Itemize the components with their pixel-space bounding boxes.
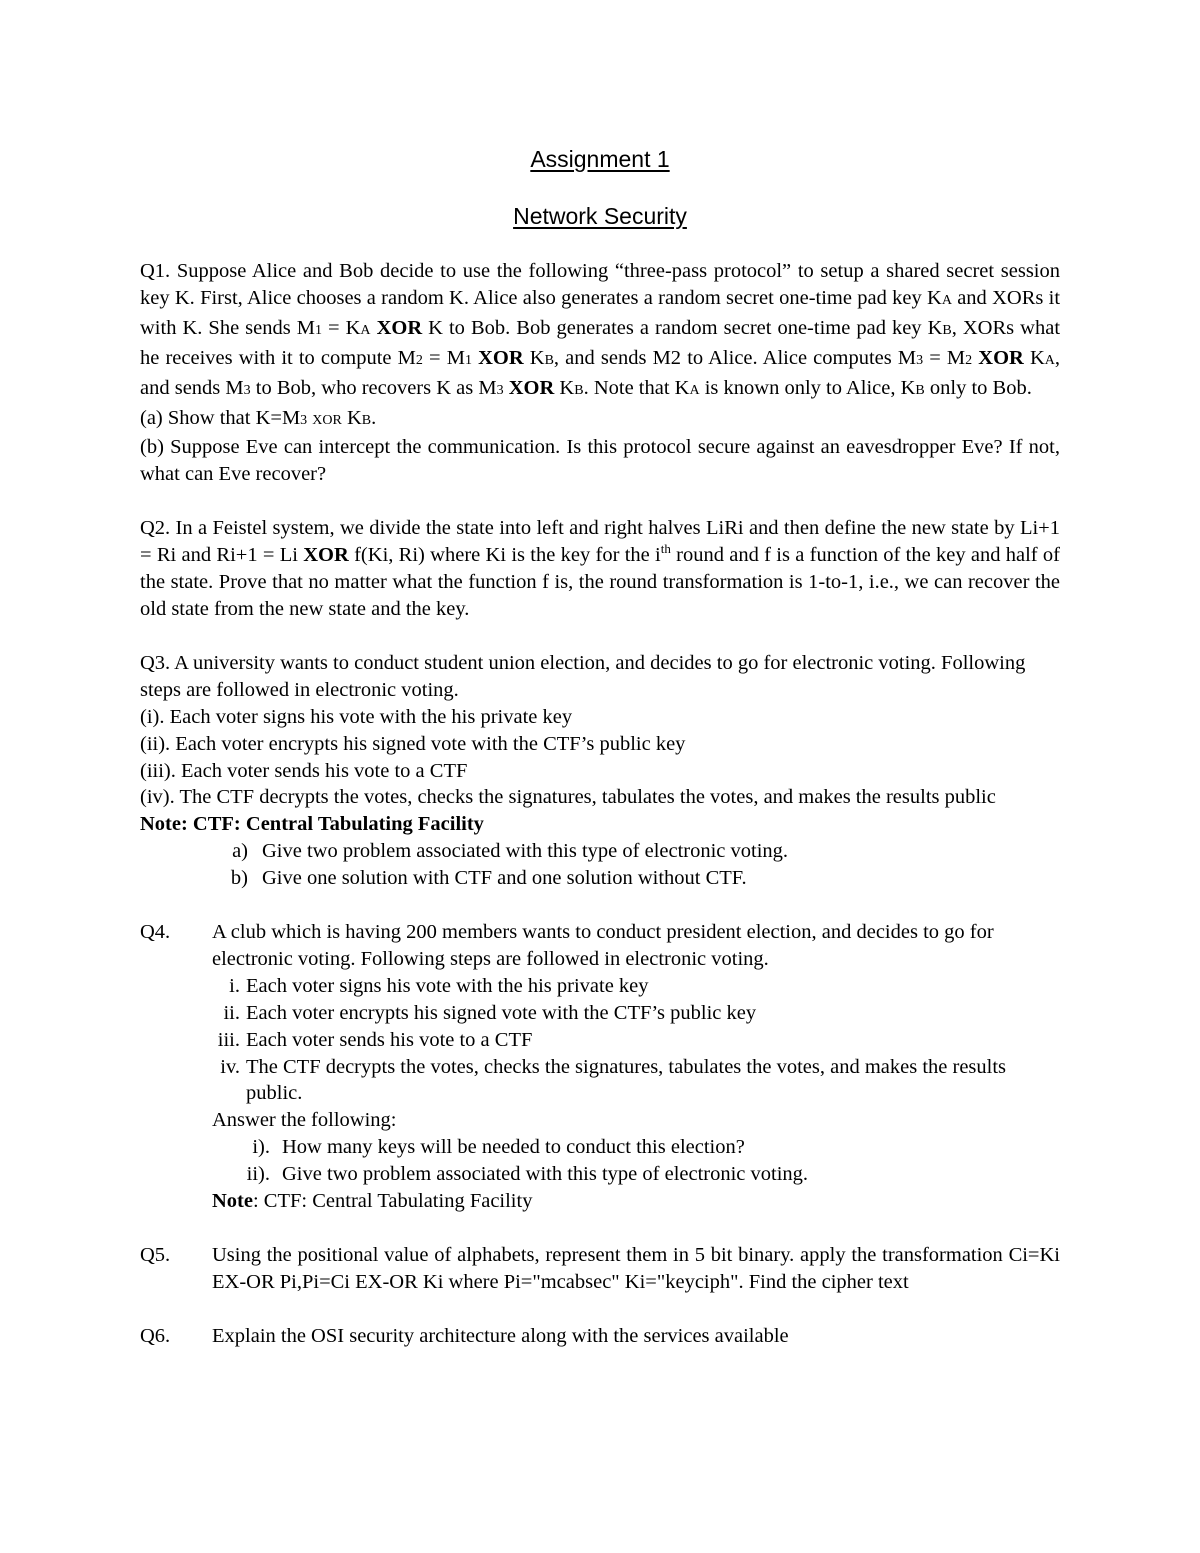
q3-note: Note: CTF: Central Tabulating Facility <box>140 813 484 836</box>
q4-step: ii. Each voter encrypts his signed vote with the CTF’s public key <box>223 1001 757 1024</box>
q1-part-a: (a) Show that K=M3 XOR KB. <box>140 406 377 429</box>
question-2 <box>140 515 1060 623</box>
question-5 <box>140 1242 1060 1296</box>
q4-number: Q4. <box>140 921 171 944</box>
q4-step: iv. The CTF decrypts the votes, checks the signatures, tabulates the votes, and makes the results public. <box>220 1055 1007 1105</box>
q4-question: ii). Give two problem associated with this type of electronic voting. <box>246 1163 809 1186</box>
q6-text: Explain the OSI security architecture along with the services available <box>212 1324 789 1347</box>
question-4 <box>140 919 1060 1215</box>
q5-number: Q5. <box>140 1244 171 1266</box>
q6-number: Q6. <box>140 1324 171 1347</box>
question-6 <box>140 1323 1060 1350</box>
q2-statement: Q2. In a Feistel system, we divide the state into left and right halves LiRi and then define the new state by Li+1 = Ri and Ri+1 = Li XOR f(Ki, Ri) where Ki is the key for the $i^{th}$ round and f is a function of the key and half of the state. Prove that no matter what the function f is, the round transformation is 1-to-1, i.e., we can recover the old state from the new state and the key. <box>140 517 1060 620</box>
q3-step: (iii). Each voter sends his vote to a CTF <box>140 759 468 782</box>
q4-intro: A club which is having 200 members wants to conduct president election, and decides to go for electronic voting. Following steps are followed in electronic voting. <box>212 921 994 970</box>
q4-steps <box>212 973 1060 1108</box>
q5-text: Using the positional value of alphabets, represent them in 5 bit binary. apply the transformation Ci=Ki EX-OR Pi,Pi=Ci EX-OR Ki where Pi="mcabsec" Ki="keyciph". Find the cipher text <box>212 1244 1060 1293</box>
q4-step: iii. Each voter sends his vote to a CTF <box>217 1028 533 1051</box>
q1-part-b: (b) Suppose Eve can intercept the communication. Is this protocol secure against an eavesdropper Eve? If not, what can Eve recover? <box>140 436 1060 486</box>
q3-step: (i). Each voter signs his vote with the his private key <box>140 705 573 728</box>
q3-tasks <box>140 838 1060 892</box>
q4-answer-intro: Answer the following: <box>212 1109 397 1132</box>
document-subtitle: Network Security <box>513 203 687 229</box>
q4-questions <box>212 1134 1060 1188</box>
question-3 <box>140 650 1060 892</box>
q3-step: (iv). The CTF decrypts the votes, checks the signatures, tabulates the votes, and makes the results public <box>140 786 996 809</box>
q3-task: a) Give two problem associated with this type of electronic voting. <box>232 840 789 863</box>
q4-step: i. Each voter signs his vote with the his private key <box>229 974 649 997</box>
document-body <box>140 258 1060 1350</box>
q4-question: i). How many keys will be needed to conduct this election? <box>252 1136 745 1159</box>
q3-intro: Q3. A university wants to conduct student union election, and decides to go for electronic voting. Following steps are followed in electronic voting. <box>140 651 1026 701</box>
q1-statement: Q1. Suppose Alice and Bob decide to use the following “three-pass protocol” to setup a shared secret session key K. First, Alice chooses a random K. Alice also generates a random secret one-time pad key KA and XORs it with K. She sends M1 = KA XOR K to Bob. Bob generates a random secret one-time pad key KB, XORs what he receives with it to compute M2 = M1 XOR KB, and sends M2 to Alice. Alice computes M3 = M2 XOR KA, and sends M3 to Bob, who recovers K as M3 XOR KB. Note that KA is known only to Alice, KB only to Bob. <box>140 260 1061 399</box>
q3-step: (ii). Each voter encrypts his signed vote with the CTF’s public key <box>140 732 686 755</box>
q4-note: Note: CTF: Central Tabulating Facility <box>212 1190 533 1213</box>
question-1 <box>140 258 1060 488</box>
document-title: Assignment 1 <box>530 146 670 172</box>
q3-task: b) Give one solution with CTF and one solution without CTF. <box>230 867 747 890</box>
